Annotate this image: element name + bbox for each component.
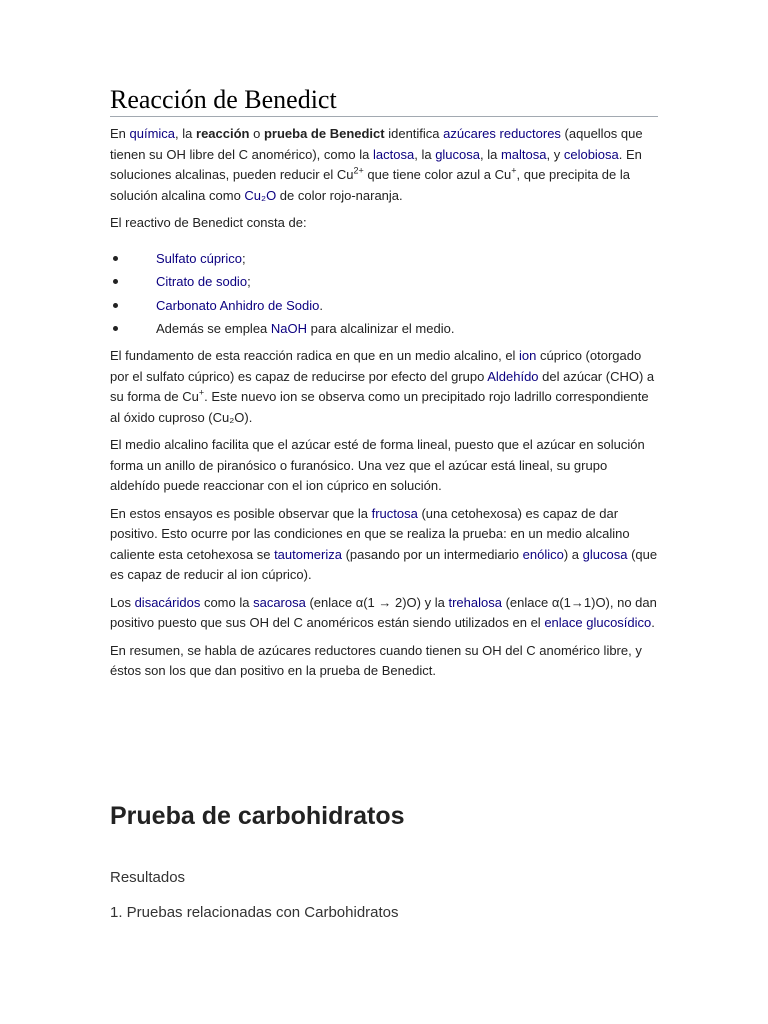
article [110,84,658,689]
section-carbohidratos [110,798,658,923]
list-item: Además se emplea NaOH para alcalinizar el medio. [110,319,658,339]
bold-prueba-de-benedict: prueba de Benedict [263,126,385,141]
list-item: Carbonato Anhidro de Sodio. [110,296,658,316]
link-azucares-reductores[interactable]: azúcares reductores [443,126,561,141]
tests-label: 1. Pruebas relacionadas con Carbohidratos [110,904,399,921]
link-disacaridos[interactable]: disacáridos [134,594,201,610]
link-citrato-de-sodio[interactable]: Citrato de sodio [156,274,248,289]
link-glucosa-2[interactable]: glucosa [582,546,628,562]
link-glucosa[interactable]: glucosa [435,146,480,162]
reagent-list [110,249,658,340]
link-enolico[interactable]: enólico [522,546,564,562]
paragraph-fructosa: En estos ensayos es posible observar que la fructosa (una cetohexosa) es capaz de dar positivo. Esto ocurre por las condiciones en que se realiza la prueba: en un medio alcalino caliente esta cetohexosa se tautomeriza (pasando por un intermediario enólico) a glucosa (que es capaz de reducir al ion cúprico). [110,505,658,582]
paragraph-reactivo: El reactivo de Benedict consta de: [110,215,307,230]
paragraph-fundamento: El fundamento de esta reacción radica en que en un medio alcalino, el ion cúprico (otorgado por el sulfato cúprico) es capaz de reducirse por efecto del grupo Aldehído del azúcar (CHO) a su forma de Cu+. Este nuevo ion se observa como un precipitado rojo ladrillo correspondiente al óxido cuproso (Cu₂O). [110,348,655,425]
section-heading: Prueba de carbohidratos [110,802,405,830]
bullet-icon [113,303,118,308]
link-trehalosa[interactable]: trehalosa [448,594,502,610]
paragraph-disacaridos: Los disacáridos como la sacarosa (enlace α(1 → 2)O) y la trehalosa (enlace α(1→1)O), no dan positivo puesto que sus OH del C anoméricos están siendo utilizados en el enlace glucosídico. [110,594,657,630]
paragraph-resumen: En resumen, se habla de azúcares reductores cuando tienen su OH del C anomérico libre, y éstos son los que dan positivo en la prueba de Benedict. [110,642,642,678]
link-lactosa[interactable]: lactosa [373,146,415,162]
link-fructosa[interactable]: fructosa [371,505,418,521]
paragraph-medio-alcalino: El medio alcalino facilita que el azúcar esté de forma lineal, puesto que el azúcar en solución forma un anillo de piranósico o furanósico. Una vez que el azúcar está lineal, su grupo aldehído puede reaccionar con el ion cúprico en solución. [110,437,645,493]
list-item: Sulfato cúprico; [110,249,658,269]
bullet-icon [113,256,118,261]
link-tautomeriza[interactable]: tautomeriza [274,546,342,562]
paragraph-intro: En química, la reacción o prueba de Benedict identifica azúcares reductores (aquellos que tienen su OH libre del C anomérico), como la lactosa, la glucosa, la maltosa, y celobiosa. En soluciones alcalinas, pueden reducir el $Cu^{2+}$ que tiene color azul a Cu+, que precipita de la solución alcalina como Cu₂O de color rojo-naranja. [110,126,643,203]
bold-reaccion: reacción [196,126,250,141]
bullet-icon [113,326,118,331]
link-carbonato-anhidro[interactable]: Carbonato Anhidro de Sodio [156,297,320,313]
link-maltosa[interactable]: maltosa [500,146,547,162]
link-cu2o[interactable]: Cu₂O [244,187,277,203]
link-sacarosa[interactable]: sacarosa [253,594,306,610]
page-title: Reacción de Benedict [110,84,658,117]
results-label: Resultados [110,869,186,886]
link-ion[interactable]: ion [519,348,537,363]
list-item: Citrato de sodio; [110,272,658,292]
link-quimica[interactable]: química [129,126,176,141]
link-celobiosa[interactable]: celobiosa [563,146,619,162]
link-sulfato-cuprico[interactable]: Sulfato cúprico [156,250,242,266]
link-aldehido[interactable]: Aldehído [487,368,539,384]
bullet-icon [113,279,118,284]
link-enlace-glucosidico[interactable]: enlace glucosídico [544,615,652,630]
link-naoh[interactable]: NaOH [270,321,308,336]
